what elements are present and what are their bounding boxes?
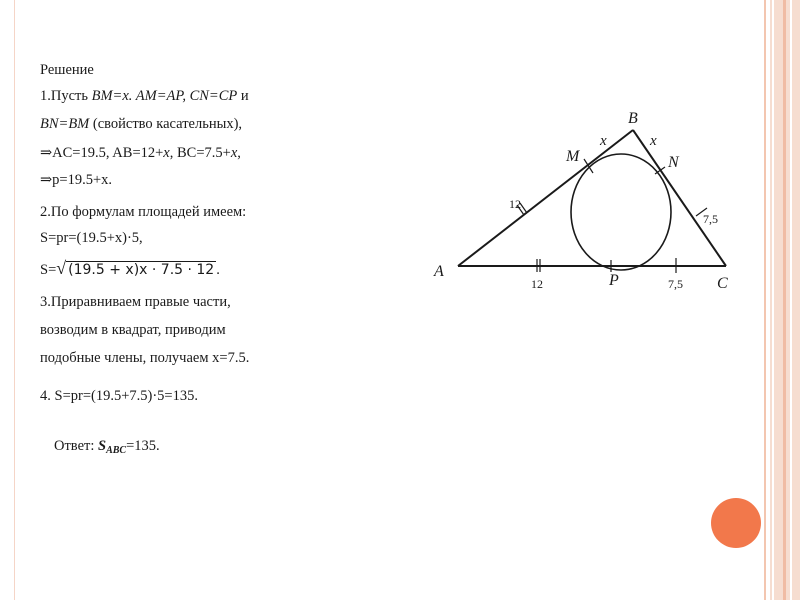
slide-border-line — [772, 0, 774, 600]
slide-border-line — [764, 0, 766, 600]
step1-line3-prefix: ⇒AC=19.5, AB=12+ — [40, 145, 164, 161]
side-BC — [633, 130, 726, 266]
step2-line2: S=pr=(19.5+x)·5, — [40, 230, 143, 246]
label-x-right: x — [650, 133, 657, 149]
sqrt-radicand: (19.5 + x)x · 7.5 · 12 — [68, 262, 215, 278]
answer-suffix: =135. — [126, 438, 160, 454]
label-CP: 7,5 — [668, 277, 683, 291]
step3-line3: подобные члены, получаем х=7.5. — [40, 350, 250, 366]
step3-line1: 3.Приравниваем правые части, — [40, 294, 231, 310]
step1-line2-suffix: (свойство касательных), — [89, 116, 243, 132]
point-N-label: N — [668, 154, 679, 171]
step1-line3-x: x — [230, 145, 238, 161]
step4: 4. S=pr=(19.5+7.5)·5=135. — [40, 388, 198, 404]
triangle-diagram — [420, 95, 750, 305]
label-CN: 7,5 — [703, 212, 718, 226]
solution-heading: Решение — [40, 62, 94, 78]
answer-prefix: Ответ: — [54, 438, 98, 454]
step1-math: BM=x. AM=AP, CN=CP — [91, 88, 238, 104]
step1-prefix: 1.Пусть — [40, 88, 92, 104]
vertex-A-label: A — [434, 263, 444, 280]
step2-line3-prefix: S= — [40, 262, 57, 278]
step1-line3-x: x — [163, 145, 170, 161]
point-M-label: M — [566, 148, 580, 165]
step2-line1: 2.По формулам площадей имеем: — [40, 204, 247, 220]
step3-line2: возводим в квадрат, приводим — [40, 322, 226, 338]
decorative-orange-circle — [711, 498, 761, 548]
slide-border-line — [783, 0, 786, 600]
slide-left-border — [14, 0, 15, 600]
point-P-label: P — [609, 272, 619, 289]
step1-line3 — [40, 145, 241, 162]
step1-line3-end: , — [237, 145, 241, 161]
step1-line3-mid: , BC=7.5+ — [169, 145, 231, 161]
incircle — [571, 154, 671, 270]
answer-S: S — [98, 438, 107, 454]
step1-suffix: и — [237, 88, 249, 104]
sqrt-expression — [56, 258, 216, 279]
step2-line3 — [40, 258, 220, 279]
answer — [54, 438, 160, 455]
step1-line4: ⇒p=19.5+x. — [40, 172, 113, 188]
answer-subscript: ABC — [106, 445, 127, 456]
label-x-left: x — [600, 133, 607, 149]
vertex-B-label: B — [628, 110, 638, 127]
step1-line2 — [40, 116, 242, 133]
slide-border-line — [790, 0, 792, 600]
vertex-C-label: C — [717, 275, 728, 292]
step2-line3-suffix: . — [216, 262, 220, 278]
side-AB — [458, 130, 633, 266]
step1-line2-math: BN=BM — [40, 116, 90, 132]
label-AP: 12 — [531, 277, 543, 291]
step1-line1 — [40, 88, 249, 105]
label-AM: 12 — [509, 197, 521, 211]
sqrt-sign: √ — [56, 258, 67, 278]
